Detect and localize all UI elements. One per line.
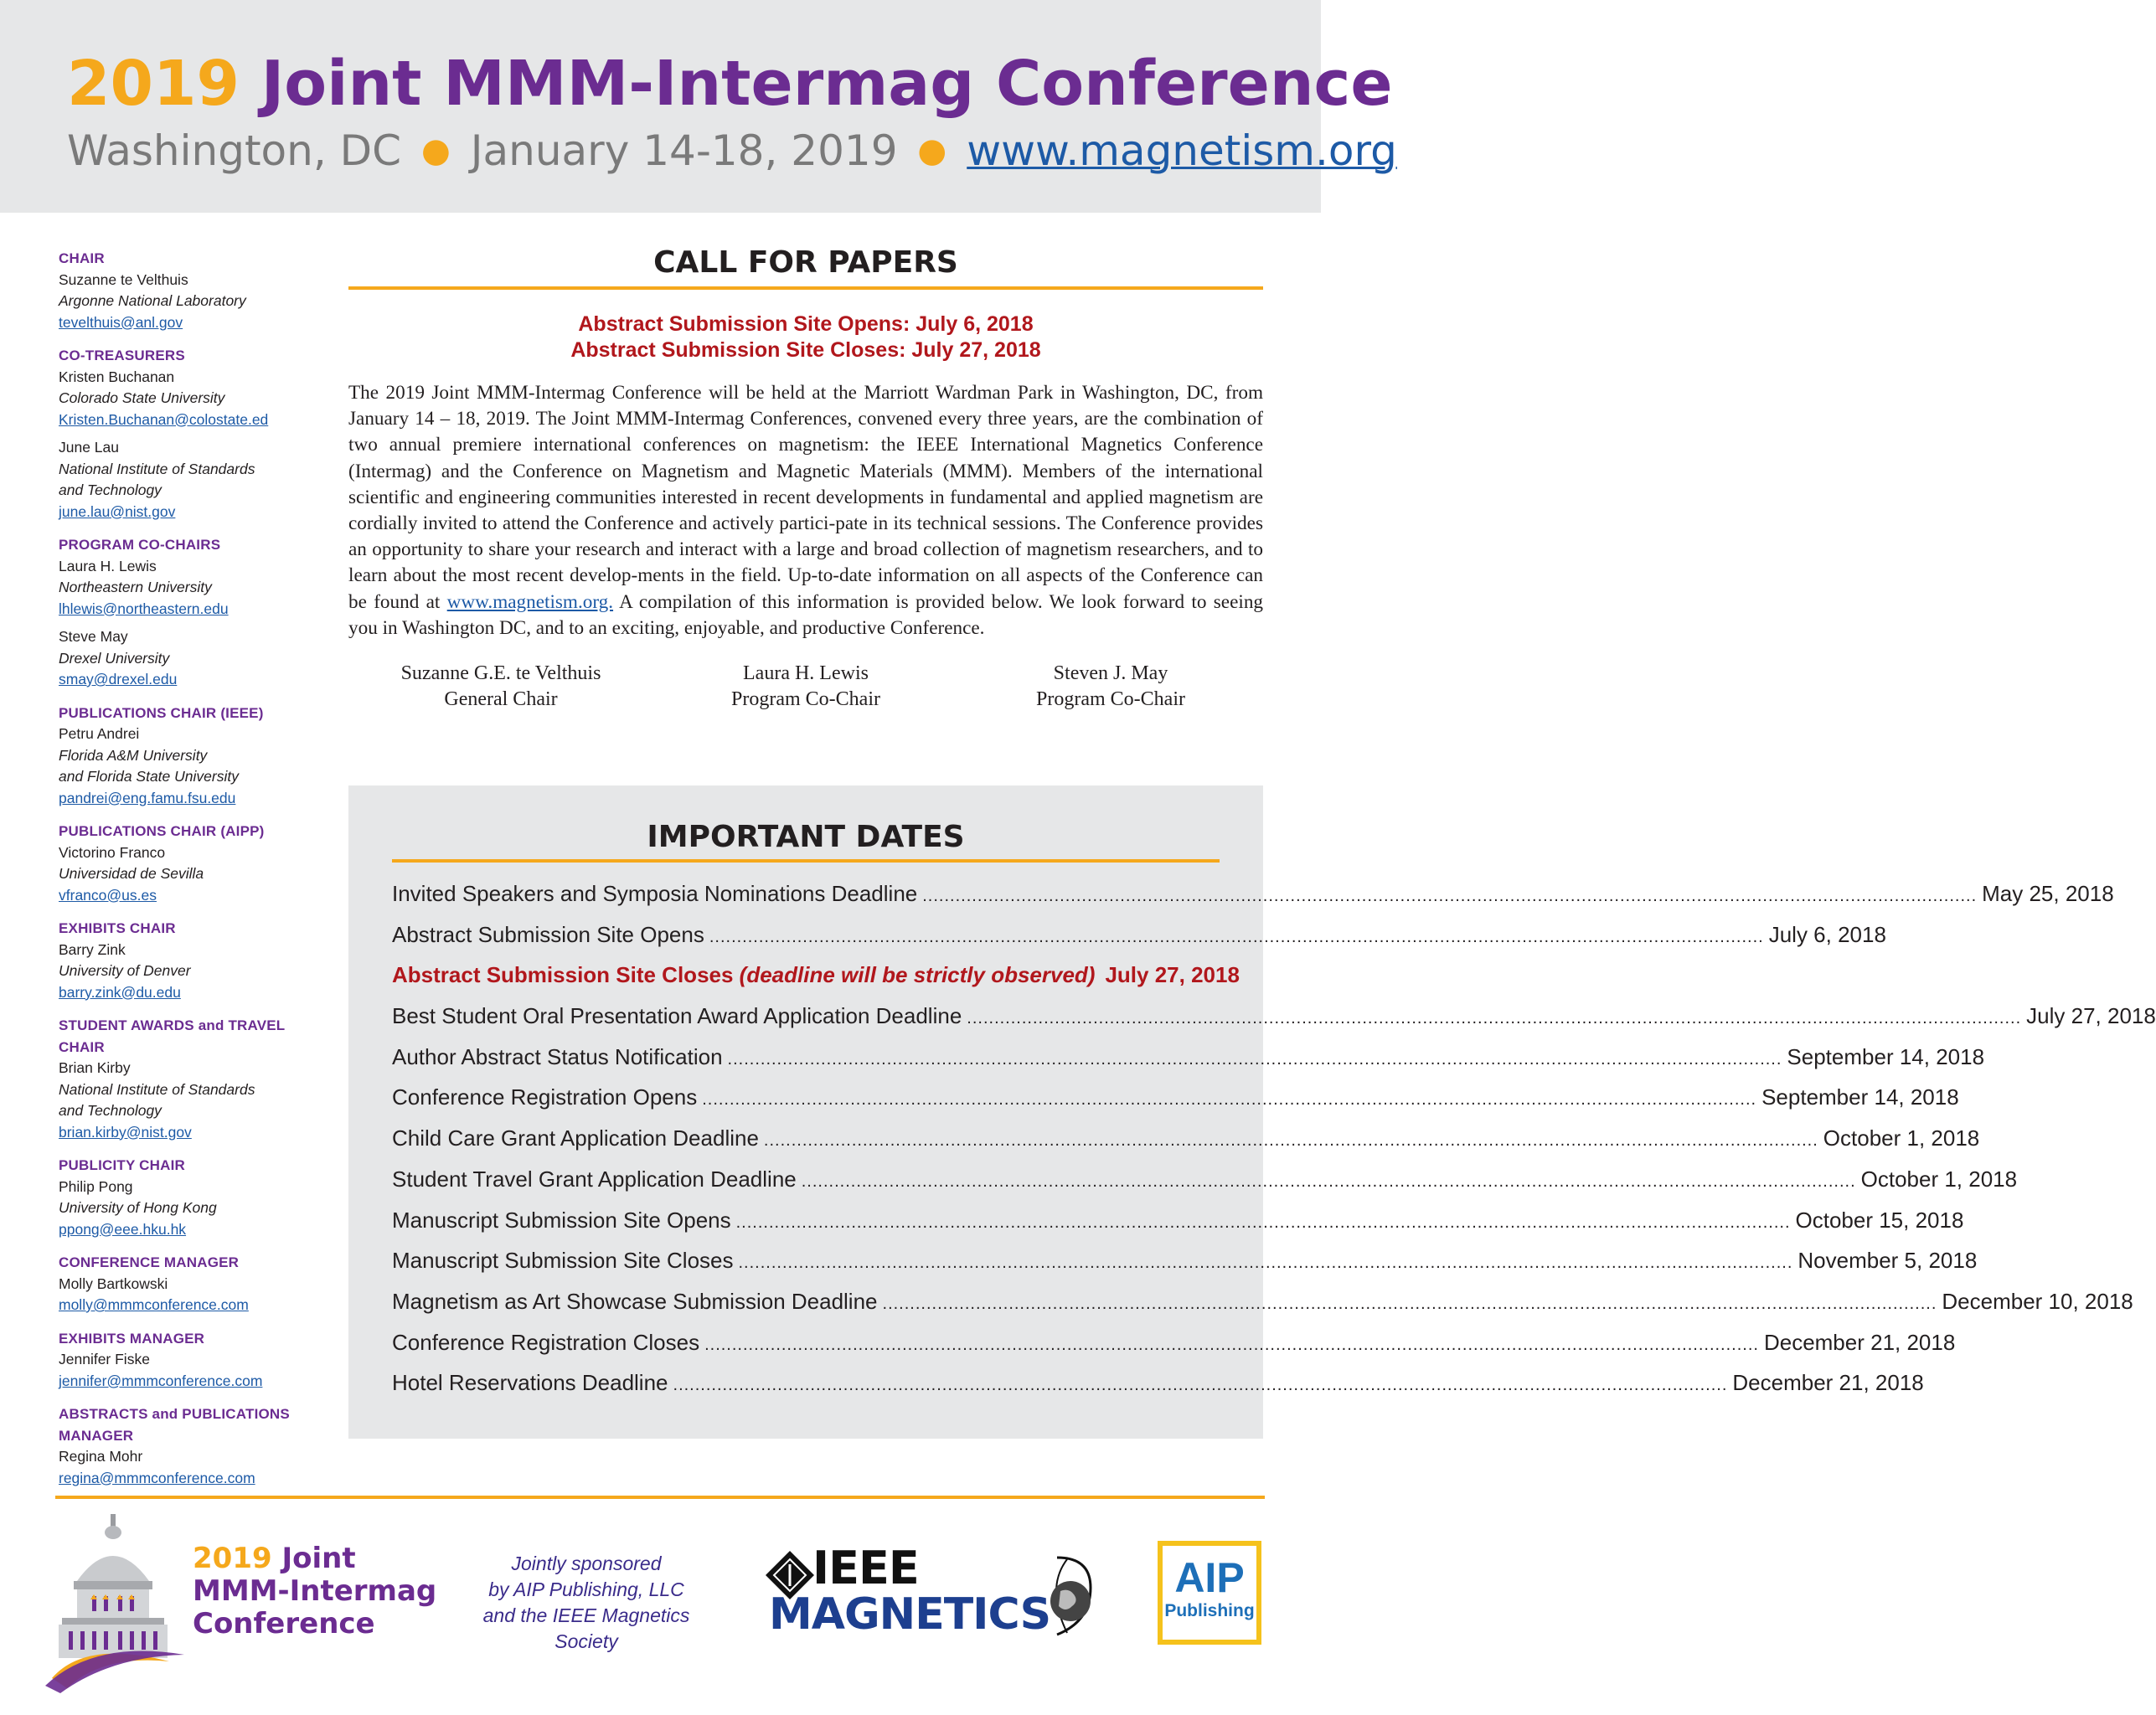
dot-leader [702,1090,1756,1110]
date-value: September 14, 2018 [1787,1043,1985,1069]
dot-leader [883,1295,1937,1314]
dot-leader [739,1254,1793,1273]
role-label: CONFERENCE MANAGER [59,1254,240,1270]
sponsor-line: by AIP Publishing, LLC [488,1579,684,1600]
institution: University of Denver [59,962,191,979]
institution: Argonne National Laboratory [59,292,246,309]
sponsor-statement [452,1551,720,1655]
date-event-text: Invited Speakers and Symposia Nominations Deadline [392,881,918,906]
date-value: July 27, 2018 [1105,962,1240,988]
title-text: Joint MMM-Intermag Conference [239,48,1393,120]
person-name: Brian Kirby [59,1059,131,1076]
role-label: PUBLICATIONS CHAIR (IEEE) [59,704,264,721]
role-label: MANAGER [59,1427,134,1444]
institution: Florida A&M University [59,746,208,764]
email-link[interactable]: barry.zink@du.edu [59,983,181,1001]
person-name: Suzanne te Velthuis [59,270,188,288]
aip-wordmark: AIP [1174,1554,1245,1601]
date-value: July 6, 2018 [1768,921,1886,947]
person-name: Barry Zink [59,940,126,958]
sponsor-line: Jointly sponsored [511,1553,662,1574]
date-event-text: Student Travel Grant Application Deadline [392,1166,797,1192]
person-name: Laura H. Lewis [59,557,157,574]
date-event [392,881,917,907]
email-link[interactable]: vfranco@us.es [59,886,157,904]
date-event-text: Abstract Submission Site Closes [392,962,740,988]
ieee-wordmark: IEEE [812,1542,919,1594]
date-event [392,922,704,948]
logo-line: Conference [193,1607,375,1640]
dot-leader [967,1009,2021,1028]
divider [348,286,1263,290]
date-event [392,1125,759,1151]
date-row [392,1329,1956,1371]
date-row [392,1166,2018,1208]
signer-title: Program Co-Chair [731,688,880,711]
abstracts-manager-group [59,1403,327,1489]
date-value: November 5, 2018 [1798,1248,1978,1274]
institution: Drexel University [59,649,170,667]
person-name: Jennifer Fiske [59,1351,150,1367]
email-link[interactable]: jennifer@mmmconference.com [59,1372,263,1389]
date-event-text: Hotel Reservations Deadline [392,1370,668,1396]
person-name: June Lau [59,439,120,456]
institution: and Technology [59,482,162,498]
intro-text: A compilation of this information is provided below. We look forward to seeing you in Washington DC, and to an exciting, enjoyable, and productive Conference. [348,590,1264,639]
date-value: September 14, 2018 [1761,1084,1959,1110]
date-row [392,921,1886,963]
institution: and Florida State University [59,768,239,785]
dot-leader [764,1131,1818,1151]
date-event-text: Child Care Grant Application Deadline [392,1125,759,1151]
date-row [392,1043,1985,1085]
logo-line [193,1542,436,1575]
signer-name: Steven J. May [1053,662,1168,685]
date-row [392,1084,1959,1125]
date-row [392,1248,1978,1289]
date-row [392,881,2114,922]
abstract-opens-notice: Abstract Submission Site Opens: July 6, 2018 [578,312,1034,336]
date-event [392,1248,734,1274]
treasurers-group [59,345,327,523]
title-year: 2019 [67,48,240,120]
committee-sidebar [59,248,327,1501]
important-dates-box [348,785,2156,1439]
email-link[interactable]: lhlewis@northeastern.edu [59,600,229,617]
institution: Northeastern University [59,579,212,595]
student-awards-group [59,1015,327,1143]
date-event [392,1044,723,1070]
call-for-papers-section [348,243,1263,713]
date-event-text: Manuscript Submission Site Closes [392,1248,734,1274]
date-event [392,1084,697,1110]
logo-year: 2019 [193,1542,272,1575]
dot-leader [922,887,1977,906]
institution: Colorado State University [59,389,225,406]
conference-logo-text [193,1542,436,1640]
date-value: October 15, 2018 [1795,1207,1964,1233]
website-link[interactable]: www.magnetism.org [967,126,1397,175]
date-event-note: (deadline will be strictly observed) [739,962,1096,988]
conference-dates: January 14-18, 2019 [470,126,898,175]
date-row [392,1370,1924,1411]
exhibits-manager-group [59,1328,327,1393]
conference-manager-group [59,1252,327,1316]
institution: National Institute of Standards [59,460,255,477]
person-name: Steve May [59,628,128,645]
person-name: Petru Andrei [59,725,140,742]
person-name: Regina Mohr [59,1448,143,1465]
person-block [59,437,327,523]
bullet-icon: ● [420,131,451,170]
email-link[interactable]: tevelthuis@anl.gov [59,313,183,331]
role-label: EXHIBITS MANAGER [59,1330,205,1347]
person-block [59,626,327,691]
role-label: PROGRAM CO-CHAIRS [59,537,221,553]
divider [392,859,1220,863]
date-event-text: Best Student Oral Presentation Award Application Deadline [392,1003,962,1029]
date-row [392,1207,1964,1249]
date-event-text: Manuscript Submission Site Opens [392,1207,731,1233]
institution: Universidad de Sevilla [59,865,204,882]
email-link[interactable]: pandrei@eng.famu.fsu.edu [59,789,236,806]
date-event [392,1330,699,1356]
signature-block [348,661,1263,713]
signer-title: Program Co-Chair [1036,688,1185,711]
publicity-group [59,1155,327,1240]
date-value: December 10, 2018 [1942,1288,2133,1314]
signer-name: Suzanne G.E. te Velthuis [400,662,601,685]
dot-leader [728,1050,1782,1069]
person-name: Kristen Buchanan [59,368,175,385]
dot-leader [709,928,1764,947]
intro-paragraph [348,380,1263,641]
program-group [59,534,327,691]
signer-name: Laura H. Lewis [743,662,869,685]
date-event [392,962,1095,988]
date-value: December 21, 2018 [1763,1329,1956,1355]
chair-group [59,248,327,333]
date-value: December 21, 2018 [1732,1370,1924,1396]
date-event-text: Magnetism as Art Showcase Submission Deadline [392,1288,878,1314]
date-value: May 25, 2018 [1982,881,2114,906]
person-name: Philip Pong [59,1177,133,1195]
email-link[interactable]: molly@mmmconference.com [59,1296,249,1313]
dot-leader [704,1336,1759,1355]
conference-title [67,49,1393,119]
section-title: IMPORTANT DATES [647,820,965,854]
date-event [392,1289,878,1315]
date-value: July 27, 2018 [2026,1003,2156,1029]
header-band [0,0,1397,213]
footer-divider [55,1496,1265,1499]
section-title: CALL FOR PAPERS [653,245,958,280]
signer-title: General Chair [444,688,558,711]
person-name: Victorino Franco [59,843,166,861]
role-label: STUDENT AWARDS and TRAVEL [59,1017,286,1033]
email-link[interactable]: Kristen.Buchanan@colostate.ed [59,410,269,428]
role-label: CHAIR [59,1038,105,1055]
publishing-wordmark: Publishing [1164,1601,1255,1620]
date-event-text: Conference Registration Closes [392,1329,700,1355]
dot-leader [673,1376,1728,1395]
email-link[interactable]: june.lau@nist.gov [59,502,176,520]
date-event [392,1370,668,1396]
date-row [392,1288,2133,1330]
date-row [392,962,1240,1003]
aip-publishing-logo [1158,1541,1261,1645]
date-row [392,1125,1980,1167]
bullet-icon: ● [917,131,947,170]
signer [348,661,653,713]
magnetics-wordmark: MAGNETICS [769,1589,1051,1640]
date-event [392,1208,731,1233]
capitol-logo-icon [44,1514,186,1694]
submission-deadlines [348,312,1263,363]
date-value: October 1, 2018 [1860,1166,2018,1192]
website-link[interactable]: www.magnetism.org. [446,590,614,613]
sponsor-line: and the IEEE Magnetics Society [482,1604,690,1652]
conference-subtitle [67,126,1397,179]
role-label: PUBLICATIONS CHAIR (AIPP) [59,823,265,839]
role-label: CO-TREASURERS [59,348,185,363]
pub-ieee-group [59,703,327,810]
date-event-text: Abstract Submission Site Opens [392,921,704,947]
institution: and Technology [59,1102,162,1119]
role-label: ABSTRACTS and PUBLICATIONS [59,1406,290,1422]
globe-icon [1040,1554,1099,1638]
ieee-magnetics-logo [762,1542,1097,1640]
date-event [392,1167,797,1192]
email-link[interactable]: brian.kirby@nist.gov [59,1123,192,1141]
dates-list [392,881,2156,1411]
signer [958,661,1263,713]
abstract-closes-notice: Abstract Submission Site Closes: July 27, 2018 [570,338,1041,362]
institution: University of Hong Kong [59,1199,217,1216]
role-label: CHAIR [59,250,105,266]
email-link[interactable]: ppong@eee.hku.hk [59,1220,187,1238]
logo-joint: Joint [271,1542,356,1575]
date-event-text: Conference Registration Opens [392,1084,698,1110]
exhibits-chair-group [59,918,327,1003]
email-link[interactable]: regina@mmmconference.com [59,1469,255,1486]
date-value: October 1, 2018 [1823,1125,1980,1151]
location: Washington, DC [67,126,402,175]
date-row [392,1003,2156,1044]
logo-line: MMM-Intermag [193,1574,437,1608]
dot-leader [802,1172,1856,1192]
role-label: EXHIBITS CHAIR [59,920,176,936]
pub-aipp-group [59,821,327,906]
role-label: PUBLICITY CHAIR [59,1157,185,1173]
person-name: Molly Bartkowski [59,1275,168,1292]
intro-text: The 2019 Joint MMM-Intermag Conference will be held at the Marriott Wardman Park in Washington, DC, from January 14 – 18, 2019. The Joint MMM-Intermag Conferences, convened every three years, are the combination of two annual premiere international conferences on magnetism: the IEEE International Magnetics Conference (Intermag) and the Conference on Magnetism and Magnetic Materials (MMM). Members of the international scientific and engineering communities interested in recent developments in fundamental and applied magnetism are cordially invited to attend the Conference and actively partici-pate in its technical sessions. The Conference provides an opportunity to share your research and interact with a large and broad collection of magnetism researchers, and to learn about the most recent develop-ments in the field. Up-to-date information on all aspects of the Conference can be found at [348,382,1263,613]
date-event [392,1003,962,1029]
signer [653,661,958,713]
email-link[interactable]: smay@drexel.edu [59,671,178,688]
institution: National Institute of Standards [59,1080,255,1098]
dot-leader [736,1213,1791,1233]
date-event-text: Author Abstract Status Notification [392,1043,723,1069]
